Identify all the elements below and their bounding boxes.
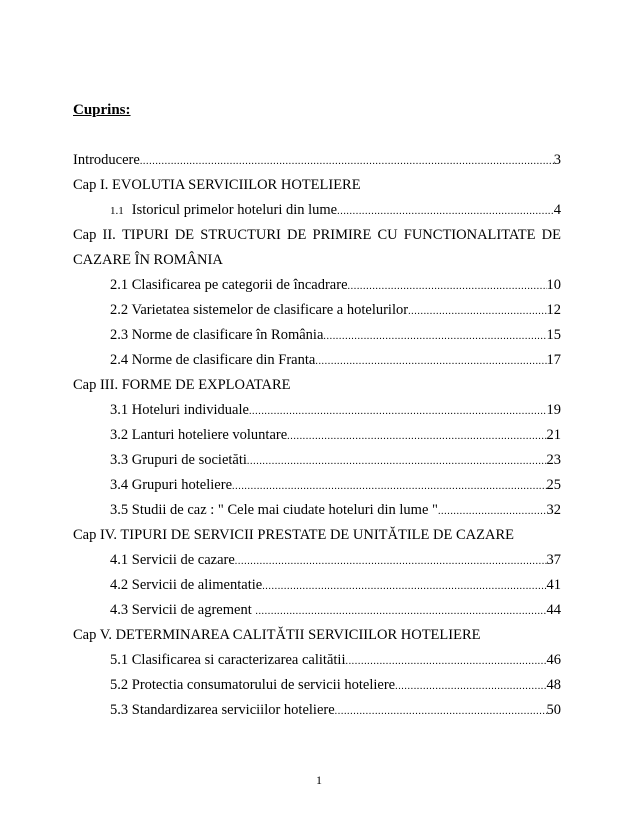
heading-word: PRIMIRE (312, 227, 372, 243)
toc-entry-3-5[interactable] (73, 498, 561, 523)
heading-word: STRUCTURI (200, 227, 281, 243)
toc-entry-text: 2.1 Clasificarea pe categorii de încadrare (110, 277, 348, 293)
toc-entry-page: 21 (546, 427, 561, 443)
heading-word: Cap (73, 227, 97, 243)
toc-entry-page: 15 (546, 327, 561, 343)
toc-entry-page: 4 (553, 202, 561, 218)
heading-word: DE (287, 227, 307, 243)
dot-leader (232, 474, 546, 499)
heading-word: TIPURI (121, 227, 169, 243)
heading-word: DE (541, 227, 561, 243)
toc-entry-3-1[interactable] (73, 398, 561, 423)
heading-word: II. (102, 227, 116, 243)
toc-entry-4-3[interactable] (73, 598, 561, 623)
toc-entry-page: 44 (546, 602, 561, 618)
table-of-contents (73, 148, 561, 723)
toc-entry-page: 12 (546, 302, 561, 318)
toc-entry-page: 19 (546, 402, 561, 418)
heading-word: CU (377, 227, 398, 243)
heading-word: DE (174, 227, 195, 243)
toc-entry-text: 3.3 Grupuri de societăti (110, 452, 247, 468)
toc-title: Cuprins: (73, 102, 131, 118)
toc-chapter-5[interactable]: Cap V. DETERMINAREA CALITĂTII SERVICIILOR HOTELIERE (73, 627, 481, 643)
toc-entry-2-4[interactable] (73, 348, 561, 373)
toc-entry-5-2[interactable] (73, 673, 561, 698)
dot-leader (348, 274, 547, 299)
toc-entry-page: 46 (546, 652, 561, 668)
toc-entry-1-1[interactable] (73, 198, 561, 223)
toc-entry-introducere[interactable] (73, 148, 561, 173)
toc-chapter-3[interactable]: Cap III. FORME DE EXPLOATARE (73, 377, 291, 393)
toc-entry-text: 3.2 Lanturi hoteliere voluntare (110, 427, 288, 443)
toc-entry-5-1[interactable] (73, 648, 561, 673)
toc-entry-3-3[interactable] (73, 448, 561, 473)
toc-entry-page: 48 (546, 677, 561, 693)
toc-entry-page: 50 (546, 702, 561, 718)
toc-entry-page: 37 (546, 552, 561, 568)
toc-entry-2-3[interactable] (73, 323, 561, 348)
toc-entry-page: 25 (546, 477, 561, 493)
toc-entry-text: 5.2 Protectia consumatorului de servicii hoteliere (110, 677, 396, 693)
dot-leader (408, 299, 546, 324)
toc-chapter-2-line-1[interactable] (73, 223, 561, 248)
toc-entry-3-4[interactable] (73, 473, 561, 498)
toc-entry-text: 3.4 Grupuri hoteliere (110, 477, 233, 493)
toc-entry-text: Istoricul primelor hoteluri din lume (131, 202, 338, 218)
toc-entry-number: 1.1 (110, 205, 124, 217)
toc-entry-text: 4.3 Servicii de agrement (110, 602, 256, 618)
toc-entry-page: 32 (546, 502, 561, 518)
toc-entry-text: 5.3 Standardizarea serviciilor hoteliere (110, 702, 335, 718)
toc-entry-4-2[interactable] (73, 573, 561, 598)
toc-entry-page: 41 (546, 577, 561, 593)
toc-chapter-2-line-2[interactable]: CAZARE ÎN ROMÂNIA (73, 252, 223, 268)
toc-entry-text: 2.2 Varietatea sistemelor de clasificare a hotelurilor (110, 302, 409, 318)
dot-leader (323, 324, 546, 349)
toc-entry-2-1[interactable] (73, 273, 561, 298)
toc-entry-2-2[interactable] (73, 298, 561, 323)
toc-entry-page: 3 (553, 152, 561, 168)
toc-entry-text: 2.3 Norme de clasificare în România (110, 327, 324, 343)
dot-leader (262, 574, 546, 599)
dot-leader (287, 424, 546, 449)
dot-leader (235, 549, 547, 574)
page-number: 1 (316, 773, 322, 787)
toc-entry-page: 17 (546, 352, 561, 368)
toc-entry-text: 4.2 Servicii de alimentatie (110, 577, 263, 593)
toc-entry-text: 2.4 Norme de clasificare din Franta (110, 352, 316, 368)
dot-leader (335, 699, 547, 724)
toc-chapter-4[interactable]: Cap IV. TIPURI DE SERVICII PRESTATE DE UNITĂTILE DE CAZARE (73, 527, 514, 543)
dot-leader (247, 449, 547, 474)
dot-leader (140, 149, 554, 174)
toc-entry-3-2[interactable] (73, 423, 561, 448)
heading-word: FUNCTIONALITATE (403, 227, 536, 243)
toc-entry-text: Introducere (73, 152, 140, 168)
dot-leader (345, 649, 546, 674)
dot-leader (315, 349, 546, 374)
dot-leader (255, 599, 546, 624)
dot-leader (249, 399, 547, 424)
toc-entry-5-3[interactable] (73, 698, 561, 723)
toc-entry-text: 3.5 Studii de caz : " Cele mai ciudate hoteluri din lume " (110, 502, 438, 518)
toc-chapter-1[interactable]: Cap I. EVOLUTIA SERVICIILOR HOTELIERE (73, 177, 361, 193)
toc-entry-page: 23 (546, 452, 561, 468)
toc-entry-text: 5.1 Clasificarea si caracterizarea calitătii (110, 652, 346, 668)
toc-entry-text: 3.1 Hoteluri individuale (110, 402, 249, 418)
dot-leader (395, 674, 546, 699)
toc-entry-4-1[interactable] (73, 548, 561, 573)
toc-entry-text: 4.1 Servicii de cazare (110, 552, 235, 568)
dot-leader (337, 199, 554, 224)
dot-leader (438, 499, 547, 524)
toc-entry-page: 10 (546, 277, 561, 293)
